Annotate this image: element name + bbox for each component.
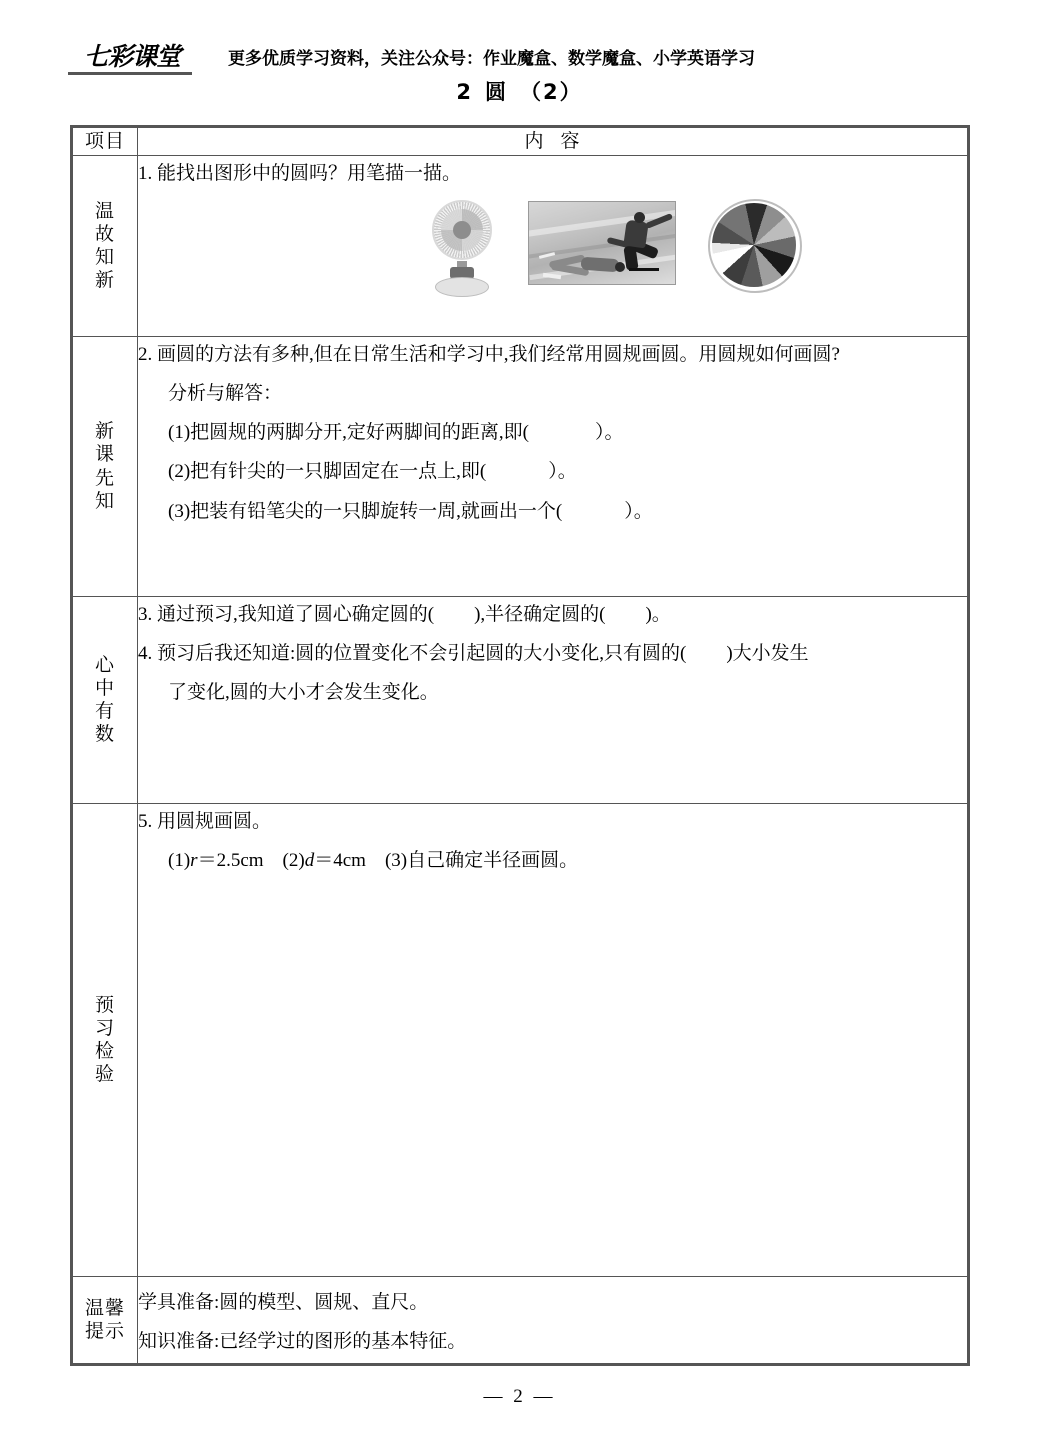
analysis-heading: 分析与解答： xyxy=(168,383,283,405)
row-label-understanding-char3: 有 xyxy=(94,701,115,722)
question-2: 2. 画圆的方法有多种,但在日常生活和学习中,我们经常用圆规画圆。用圆规如何画圆? xyxy=(138,344,840,365)
step-3 xyxy=(138,494,967,529)
row-label-check-char4: 验 xyxy=(94,1064,115,1086)
color-wheel-image xyxy=(708,199,802,293)
table-row-check xyxy=(73,804,968,1277)
drawing-work-area[interactable] xyxy=(138,882,967,1212)
row-label-check xyxy=(73,804,138,1277)
step-3-text: (3)把装有铅笔尖的一只脚旋转一周,就画出一个( xyxy=(168,500,563,522)
row-label-review-char3: 知 xyxy=(94,247,115,268)
page-header xyxy=(0,0,1039,118)
column-header-item: 项目 xyxy=(73,128,138,156)
step-2-text: (2)把有针尖的一只脚固定在一点上,即( xyxy=(168,461,487,483)
row-label-tips-line1: 温馨 xyxy=(84,1297,125,1319)
q5-sub3-label: (3) xyxy=(384,850,408,872)
row-label-review xyxy=(73,156,138,337)
worksheet-table-wrapper xyxy=(70,125,970,1366)
row-label-preview-char2: 课 xyxy=(94,444,115,466)
table-header-row xyxy=(73,128,968,156)
row-label-understanding-char1: 心 xyxy=(94,654,115,676)
q5-sub2-value: ＝4cm xyxy=(314,850,366,872)
row-content-preview xyxy=(138,337,968,597)
row-label-preview-char4: 知 xyxy=(94,490,115,512)
skater-female-head xyxy=(615,262,625,272)
step-1-text: (1)把圆规的两脚分开,定好两脚间的距离,即( xyxy=(168,422,529,444)
step-2-closer: ）。 xyxy=(548,461,577,483)
q5-sub1-label: (1) xyxy=(168,850,191,872)
electric-fan-image xyxy=(426,199,498,299)
row-label-preview xyxy=(73,337,138,597)
row-label-preview-char1: 新 xyxy=(94,421,115,443)
table-row-preview xyxy=(73,337,968,597)
table-row-understanding xyxy=(73,597,968,804)
row-label-review-char2: 故 xyxy=(94,223,115,245)
row-label-review-char1: 温 xyxy=(94,200,115,222)
column-header-content xyxy=(138,128,968,156)
skater-female-body xyxy=(581,257,620,273)
step-1-closer: ）。 xyxy=(594,422,624,444)
promo-banner-text: 更多优质学习资料，关注公众号：作业魔盒、数学魔盒、小学英语学习 xyxy=(228,49,755,69)
row-content-tips xyxy=(138,1277,968,1364)
question-1: 1. 能找出图形中的圆吗？用笔描一描。 xyxy=(138,163,462,184)
q5-sub2-label: (2) xyxy=(282,850,305,872)
question-4-continued: 了变化,圆的大小才会发生变化。 xyxy=(168,682,439,704)
row-label-review-char4: 新 xyxy=(94,270,115,292)
question-3-part2: ),半径确定圆的( xyxy=(474,604,606,625)
row-label-check-char1: 预 xyxy=(94,994,115,1016)
page-title-number: 2 xyxy=(456,80,473,104)
q5-sub1-value: ＝2.5cm xyxy=(197,850,264,872)
column-header-content-char2: 容 xyxy=(560,131,581,152)
table-row-tips xyxy=(73,1277,968,1364)
page-title xyxy=(0,76,1039,106)
figure-skaters-image xyxy=(528,201,676,285)
question-5: 5. 用圆规画圆。 xyxy=(138,811,272,832)
step-1 xyxy=(138,415,967,450)
column-header-content-char1: 内 xyxy=(524,131,545,152)
row-content-review xyxy=(138,156,968,337)
q5-sub3-text: 自己确定半径画圆。 xyxy=(407,850,579,872)
tips-line-materials: 学具准备:圆的模型、圆规、直尺。 xyxy=(138,1292,429,1313)
q5-sub1-variable: r xyxy=(190,850,198,872)
question-4-part2: )大小发生 xyxy=(726,643,809,665)
fan-base xyxy=(435,277,489,297)
brand-logo-underline xyxy=(68,72,192,75)
question-4-part1: 4. 预习后我还知道:圆的位置变化不会引起圆的大小变化,只有圆的( xyxy=(138,643,687,665)
worksheet-table xyxy=(72,127,968,1364)
row-label-check-char2: 习 xyxy=(94,1017,115,1039)
brand-logo-text: 七彩课堂 xyxy=(83,42,180,71)
row-content-understanding xyxy=(138,597,968,804)
row-label-understanding xyxy=(73,597,138,804)
table-row-review xyxy=(73,156,968,337)
question-3 xyxy=(138,597,967,632)
row-label-tips-line2: 提示 xyxy=(84,1321,125,1343)
page-number-marker: — 2 — xyxy=(483,1386,556,1407)
question-5-subitems xyxy=(138,843,967,878)
question-4 xyxy=(138,636,967,671)
row-label-tips xyxy=(73,1277,138,1364)
color-wheel-ring xyxy=(708,199,802,293)
page-title-name: 圆 xyxy=(485,80,508,104)
step-2 xyxy=(138,454,967,489)
row-label-understanding-char2: 中 xyxy=(94,677,115,699)
row-label-preview-char3: 先 xyxy=(94,467,115,489)
step-3-closer: ）。 xyxy=(624,500,653,522)
q5-sub2-variable: d xyxy=(304,850,315,872)
row-label-check-char3: 检 xyxy=(94,1041,115,1062)
tips-line-knowledge: 知识准备:已经学过的图形的基本特征。 xyxy=(138,1331,467,1353)
row-label-understanding-char4: 数 xyxy=(94,724,115,746)
question-3-part1: 3. 通过预习,我知道了圆心确定圆的( xyxy=(138,604,435,625)
review-image-row xyxy=(138,199,967,303)
skating-rink-background xyxy=(528,201,676,285)
page-title-suffix: （2） xyxy=(520,80,583,104)
question-3-part3: )。 xyxy=(645,604,671,625)
skate-blade xyxy=(629,268,659,271)
row-content-check xyxy=(138,804,968,1277)
page-footer xyxy=(0,1386,1039,1408)
brand-logo xyxy=(68,44,196,75)
